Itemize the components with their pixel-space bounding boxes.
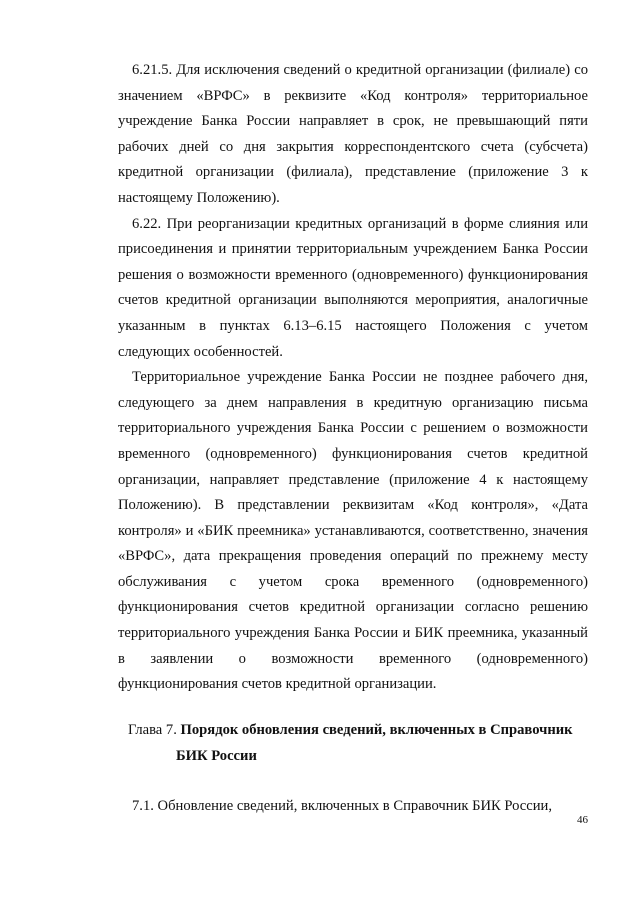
- page-number: 46: [577, 814, 588, 826]
- chapter-heading-line1: [128, 717, 588, 743]
- body-text: [118, 58, 588, 698]
- paragraph-territorial-office: Территориальное учреждение Банка России не позднее рабочего дня, следующего за днем направления в кредитную организацию письма территориального учреждения Банка России с решением о возможности временного (одновременного) функционирования счетов кредитной организации, направляет представление (приложение 4 к настоящему Положению). В представлении реквизитам «Код контроля», «Дата контроля» и «БИК преемника» устанавливаются, соответственно, значения «ВРФС», дата прекращения проведения операций по прежнему месту обслуживания с учетом срока временного (одновременного) функционирования счетов кредитной организации согласно решению территориального учреждения Банка России и БИК преемника, указанный в заявлении о возможности временного (одновременного) функционирования счетов кредитной организации.: [118, 369, 588, 693]
- chapter-number: Глава 7.: [128, 722, 177, 738]
- paragraph-6-22: 6.22. При реорганизации кредитных организаций в форме слияния или присоединения и принятии территориальным учреждением Банка России решения о возможности временного (одновременного) функционирования счетов кредитной организации выполняются мероприятия, аналогичные указанным в пунктах 6.13–6.15 настоящего Положения с учетом следующих особенностей.: [118, 215, 588, 360]
- paragraph-7-1: 7.1. Обновление сведений, включенных в Справочник БИК России,: [132, 798, 553, 814]
- chapter-title-line1: Порядок обновления сведений, включенных в Справочник: [180, 722, 573, 738]
- paragraph-6-21-5: 6.21.5. Для исключения сведений о кредитной организации (филиале) со значением «ВРФС» в реквизите «Код контроля» территориальное учреждение Банка России направляет в срок, не превышающий пяти рабочих дней со дня закрытия корреспондентского счета (субсчета) кредитной организации (филиала), представление (приложение 3 к настоящему Положению).: [118, 62, 588, 206]
- chapter-title-line2: БИК России: [176, 748, 257, 764]
- chapter-heading: [128, 717, 588, 769]
